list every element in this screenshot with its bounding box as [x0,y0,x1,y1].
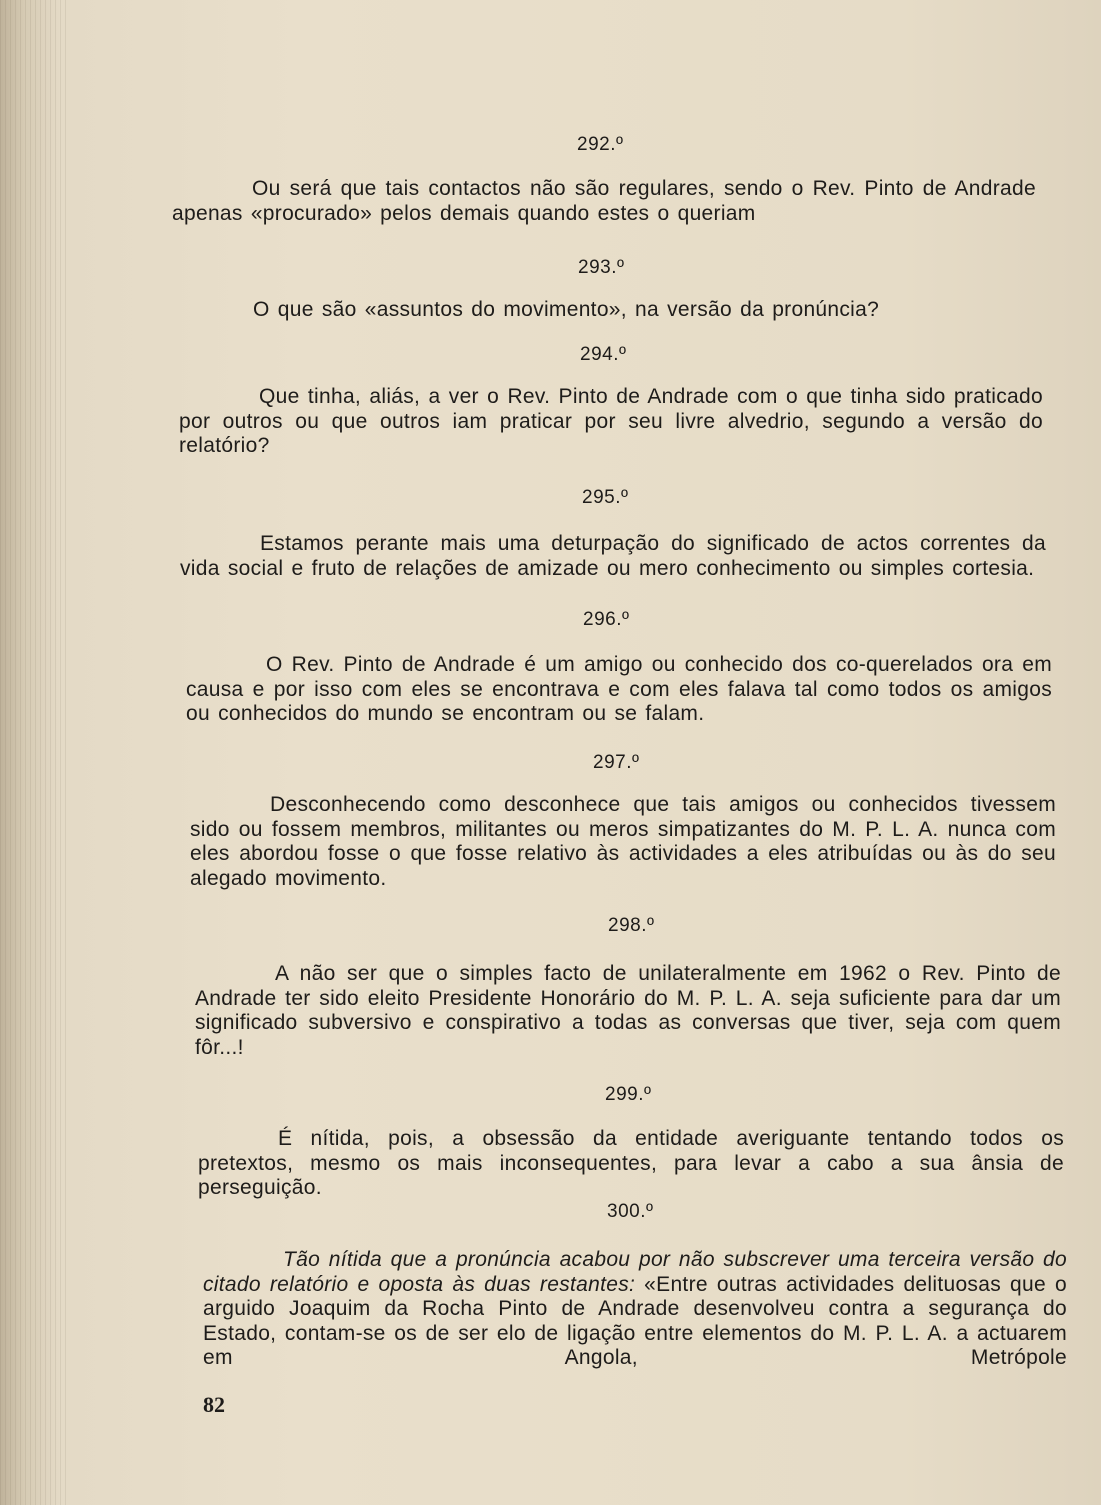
article-text-295-content: Estamos perante mais uma deturpação do significado de actos correntes da vida social e fruto de relações de amizade ou mero conhecimento ou simples cortesia. [180,532,1046,580]
article-text-298-content: A não ser que o simples facto de unilateralmente em 1962 o Rev. Pinto de Andrade ter sido eleito Presidente Honorário do M. P. L. A. seja suficiente para dar um significado subversivo e conspirativo a todas as conversas que tiver, seja com quem fôr...! [195,962,1061,1059]
article-text-295 [180,532,1046,581]
book-binding-edge [0,0,70,1505]
article-number-294: 294.º [580,344,627,365]
article-text-299 [198,1127,1064,1201]
article-number-296: 296.º [583,609,630,630]
article-number-292: 292.º [577,134,624,155]
article-number-298: 298.º [608,915,655,936]
article-text-300 [203,1248,1067,1371]
article-text-294-content: Que tinha, aliás, a ver o Rev. Pinto de Andrade com o que tinha sido praticado por outros ou que outros iam praticar por seu livre alvedrio, segundo a versão do relatório? [179,385,1043,457]
article-text-296-content: O Rev. Pinto de Andrade é um amigo ou conhecido dos co-querelados ora em causa e por isso com eles se encontrava e com eles falava tal como todos os amigos ou conhecidos do mundo se encontram ou se falam. [186,653,1052,725]
page-number: 82 [203,1392,225,1417]
article-text-297-content: Desconhecendo como desconhece que tais amigos ou conhecidos tivessem sido ou fossem membros, militantes ou meros simpatizantes do M. P. L. A. nunca com eles abordou fosse o que fosse relativo às actividades a eles atribuídas ou às do seu alegado movimento. [190,793,1056,890]
article-text-293-content: O que são «assuntos do movimento», na versão da pronúncia? [253,298,880,321]
article-text-293 [173,298,1037,323]
article-text-294 [179,385,1043,459]
article-number-300: 300.º [607,1201,654,1222]
article-text-299-content: É nítida, pois, a obsessão da entidade averiguante tentando todos os pretextos, mesmo os mais inconsequentes, para levar a cabo a sua ânsia de perseguição. [198,1127,1064,1199]
article-text-300-italic: Tão nítida que a pronúncia acabou por não subscrever uma terceira versão do citado relatório e oposta às duas restantes: [203,1248,1067,1296]
article-text-296 [186,653,1052,727]
article-text-300-quote: «Entre outras actividades delituosas que o arguido Joaquim da Rocha Pinto de Andrade desenvolveu contra a segurança do Estado, contam-se os de ser elo de ligação entre elementos do M. P. L. A. a actuarem em Angola, Metrópole [203,1272,1067,1369]
article-number-293: 293.º [578,257,625,278]
article-text-298 [195,962,1061,1060]
article-text-292 [172,177,1036,226]
article-text-292-content: Ou será que tais contactos não são regulares, sendo o Rev. Pinto de Andrade apenas «procurado» pelos demais quando estes o queriam [172,177,1036,225]
article-number-299: 299.º [605,1084,652,1105]
article-number-297: 297.º [593,752,640,773]
article-number-295: 295.º [582,487,629,508]
article-text-297 [190,793,1056,891]
